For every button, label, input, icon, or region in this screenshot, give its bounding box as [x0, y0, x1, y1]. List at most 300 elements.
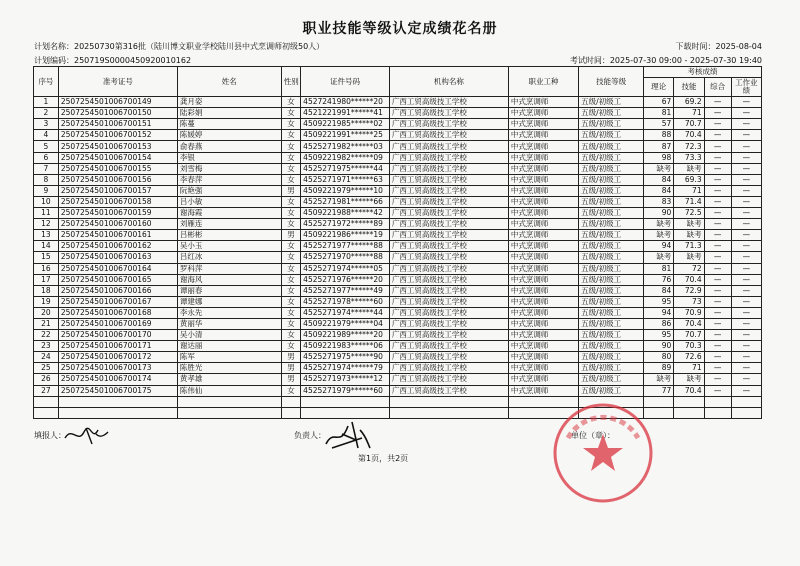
- header-score-group: 考核成绩: [644, 67, 762, 78]
- overall-cell: —: [704, 174, 731, 185]
- org-cell: 广西工贸高级技工学校: [389, 318, 508, 329]
- org-cell: 广西工贸高级技工学校: [389, 97, 508, 108]
- org-cell: 广西工贸高级技工学校: [389, 219, 508, 230]
- work-cell: —: [731, 141, 761, 152]
- job-cell: 中式烹调师: [508, 185, 578, 196]
- page-indicator: 第1页，共2页: [358, 454, 409, 463]
- seq-cell: 15: [34, 252, 59, 263]
- id-cell: 4525271974******44: [301, 307, 390, 318]
- org-cell: 广西工贸高级技工学校: [389, 285, 508, 296]
- exam-time: 考试时间：2025-07-30 09:00 - 2025-07-30 19:40: [569, 56, 762, 65]
- job-cell: 中式烹调师: [508, 363, 578, 374]
- seq-cell: 18: [34, 285, 59, 296]
- work-cell: —: [731, 119, 761, 130]
- id-cell: 4525271971******63: [301, 174, 390, 185]
- ticket-cell: 2507254501006700159: [58, 208, 177, 219]
- id-cell: 4509221979******10: [301, 185, 390, 196]
- table-row: [34, 296, 762, 307]
- id-cell: 4527241980******20: [301, 97, 390, 108]
- responsible-signature-icon: [322, 418, 372, 452]
- table-row: [34, 374, 762, 385]
- level-cell: 五级/初级工: [579, 97, 644, 108]
- skill-cell: 缺考: [674, 219, 704, 230]
- ticket-cell: 2507254501006700173: [58, 363, 177, 374]
- theory-cell: 94: [644, 307, 674, 318]
- gender-cell: 男: [281, 363, 300, 374]
- ticket-cell: 2507254501006700169: [58, 318, 177, 329]
- id-cell: 4525271975******44: [301, 163, 390, 174]
- org-cell: 广西工贸高级技工学校: [389, 141, 508, 152]
- skill-cell: 73: [674, 296, 704, 307]
- skill-cell: 69.2: [674, 97, 704, 108]
- ticket-cell: 2507254501006700163: [58, 252, 177, 263]
- overall-cell: —: [704, 274, 731, 285]
- work-cell: —: [731, 108, 761, 119]
- seq-cell: 14: [34, 241, 59, 252]
- overall-cell: —: [704, 285, 731, 296]
- id-cell: 4525271970******88: [301, 252, 390, 263]
- seq-cell: 23: [34, 341, 59, 352]
- header-job: 职业工种: [508, 67, 578, 97]
- id-cell: 4525271979******60: [301, 385, 390, 396]
- theory-cell: 84: [644, 174, 674, 185]
- skill-cell: 缺考: [674, 252, 704, 263]
- table-row: [34, 108, 762, 119]
- level-cell: 五级/初级工: [579, 119, 644, 130]
- gender-cell: 女: [281, 274, 300, 285]
- overall-cell: —: [704, 374, 731, 385]
- gender-cell: 女: [281, 252, 300, 263]
- job-cell: 中式烹调师: [508, 341, 578, 352]
- header-gender: 性别: [281, 67, 300, 97]
- theory-cell: 77: [644, 385, 674, 396]
- org-cell: 广西工贸高级技工学校: [389, 152, 508, 163]
- work-cell: —: [731, 163, 761, 174]
- header-org: 机构名称: [389, 67, 508, 97]
- name-cell: 谢海风: [177, 274, 281, 285]
- work-cell: —: [731, 296, 761, 307]
- gender-cell: 女: [281, 307, 300, 318]
- name-cell: 吕小敏: [177, 196, 281, 207]
- header-theory: 理论: [644, 78, 674, 97]
- work-cell: —: [731, 230, 761, 241]
- job-cell: 中式烹调师: [508, 141, 578, 152]
- overall-cell: —: [704, 363, 731, 374]
- skill-cell: 70.4: [674, 130, 704, 141]
- table-row: [34, 185, 762, 196]
- table-row: [34, 152, 762, 163]
- gender-cell: 女: [281, 385, 300, 396]
- work-cell: —: [731, 263, 761, 274]
- overall-cell: —: [704, 185, 731, 196]
- overall-cell: —: [704, 230, 731, 241]
- work-cell: —: [731, 208, 761, 219]
- org-cell: 广西工贸高级技工学校: [389, 185, 508, 196]
- plan-code: 计划编码：250719S0000450920010162: [34, 56, 192, 65]
- work-cell: —: [731, 130, 761, 141]
- name-cell: 刘雁连: [177, 219, 281, 230]
- theory-cell: 88: [644, 130, 674, 141]
- work-cell: —: [731, 185, 761, 196]
- gender-cell: 女: [281, 119, 300, 130]
- score-table: [33, 66, 762, 419]
- job-cell: 中式烹调师: [508, 208, 578, 219]
- table-row: [34, 241, 762, 252]
- id-cell: 4525271977******88: [301, 241, 390, 252]
- ticket-cell: 2507254501006700168: [58, 307, 177, 318]
- name-cell: 谢海霞: [177, 208, 281, 219]
- id-cell: 4525271982******03: [301, 141, 390, 152]
- theory-cell: 83: [644, 196, 674, 207]
- ticket-cell: 2507254501006700158: [58, 196, 177, 207]
- org-cell: 广西工贸高级技工学校: [389, 363, 508, 374]
- level-cell: 五级/初级工: [579, 219, 644, 230]
- header-level: 技能等级: [579, 67, 644, 97]
- ticket-cell: 2507254501006700155: [58, 163, 177, 174]
- header-overall: 综合: [704, 78, 731, 97]
- job-cell: 中式烹调师: [508, 352, 578, 363]
- work-cell: —: [731, 307, 761, 318]
- job-cell: 中式烹调师: [508, 285, 578, 296]
- overall-cell: —: [704, 307, 731, 318]
- overall-cell: —: [704, 385, 731, 396]
- skill-cell: 缺考: [674, 230, 704, 241]
- org-cell: 广西工贸高级技工学校: [389, 263, 508, 274]
- overall-cell: —: [704, 196, 731, 207]
- skill-cell: 70.3: [674, 341, 704, 352]
- level-cell: 五级/初级工: [579, 307, 644, 318]
- seq-cell: 20: [34, 307, 59, 318]
- org-cell: 广西工贸高级技工学校: [389, 208, 508, 219]
- theory-cell: 98: [644, 152, 674, 163]
- skill-cell: 缺考: [674, 163, 704, 174]
- skill-cell: 71: [674, 363, 704, 374]
- skill-cell: 71: [674, 108, 704, 119]
- name-cell: 阮艳强: [177, 185, 281, 196]
- plan-name: 计划名称：20250730第316批（陆川博文职业学校陆川县中式烹调师初级50人）: [34, 42, 325, 51]
- level-cell: 五级/初级工: [579, 341, 644, 352]
- work-cell: —: [731, 352, 761, 363]
- ticket-cell: 2507254501006700154: [58, 152, 177, 163]
- gender-cell: 女: [281, 108, 300, 119]
- theory-cell: 67: [644, 97, 674, 108]
- org-cell: 广西工贸高级技工学校: [389, 296, 508, 307]
- table-row: [34, 252, 762, 263]
- seq-cell: 16: [34, 263, 59, 274]
- org-cell: 广西工贸高级技工学校: [389, 130, 508, 141]
- skill-cell: 72.9: [674, 285, 704, 296]
- gender-cell: 男: [281, 230, 300, 241]
- name-cell: 吴小玉: [177, 241, 281, 252]
- overall-cell: —: [704, 119, 731, 130]
- id-cell: 4509221982******09: [301, 152, 390, 163]
- work-cell: —: [731, 174, 761, 185]
- skill-cell: 71.4: [674, 196, 704, 207]
- seq-cell: 4: [34, 130, 59, 141]
- seq-cell: 10: [34, 196, 59, 207]
- job-cell: 中式烹调师: [508, 163, 578, 174]
- theory-cell: 缺考: [644, 230, 674, 241]
- theory-cell: 86: [644, 318, 674, 329]
- seq-cell: 3: [34, 119, 59, 130]
- id-cell: 4525271972******89: [301, 219, 390, 230]
- theory-cell: 89: [644, 363, 674, 374]
- level-cell: 五级/初级工: [579, 296, 644, 307]
- name-cell: 陈媛婷: [177, 130, 281, 141]
- name-cell: 俞春燕: [177, 141, 281, 152]
- level-cell: 五级/初级工: [579, 374, 644, 385]
- gender-cell: 女: [281, 330, 300, 341]
- theory-cell: 缺考: [644, 374, 674, 385]
- id-cell: 4521221991******41: [301, 108, 390, 119]
- skill-cell: 72.5: [674, 208, 704, 219]
- theory-cell: 95: [644, 330, 674, 341]
- name-cell: 陈胜光: [177, 363, 281, 374]
- gender-cell: 女: [281, 174, 300, 185]
- id-cell: 4509221988******42: [301, 208, 390, 219]
- ticket-cell: 2507254501006700153: [58, 141, 177, 152]
- download-time: 下载时间：2025-08-04: [675, 42, 762, 51]
- org-cell: 广西工贸高级技工学校: [389, 174, 508, 185]
- org-cell: 广西工贸高级技工学校: [389, 341, 508, 352]
- ticket-cell: 2507254501006700165: [58, 274, 177, 285]
- theory-cell: 84: [644, 285, 674, 296]
- name-cell: 李银: [177, 152, 281, 163]
- name-cell: 黄孝雄: [177, 374, 281, 385]
- gender-cell: 女: [281, 219, 300, 230]
- ticket-cell: 2507254501006700162: [58, 241, 177, 252]
- ticket-cell: 2507254501006700161: [58, 230, 177, 241]
- ticket-cell: 2507254501006700174: [58, 374, 177, 385]
- skill-cell: 71.3: [674, 241, 704, 252]
- level-cell: 五级/初级工: [579, 163, 644, 174]
- overall-cell: —: [704, 152, 731, 163]
- gender-cell: 男: [281, 374, 300, 385]
- overall-cell: —: [704, 352, 731, 363]
- gender-cell: 男: [281, 185, 300, 196]
- id-cell: 4525271974******79: [301, 363, 390, 374]
- work-cell: —: [731, 252, 761, 263]
- seq-cell: 24: [34, 352, 59, 363]
- work-cell: —: [731, 318, 761, 329]
- work-cell: —: [731, 241, 761, 252]
- job-cell: 中式烹调师: [508, 330, 578, 341]
- job-cell: 中式烹调师: [508, 307, 578, 318]
- unit-stamp-label: 单位（章）：: [571, 431, 615, 440]
- table-row: [34, 219, 762, 230]
- work-cell: —: [731, 341, 761, 352]
- filler-signature-icon: [62, 424, 110, 446]
- overall-cell: —: [704, 97, 731, 108]
- job-cell: 中式烹调师: [508, 274, 578, 285]
- name-cell: 龚月姿: [177, 97, 281, 108]
- level-cell: 五级/初级工: [579, 274, 644, 285]
- header-work: 工作业绩: [731, 78, 761, 97]
- overall-cell: —: [704, 252, 731, 263]
- level-cell: 五级/初级工: [579, 230, 644, 241]
- seq-cell: 6: [34, 152, 59, 163]
- id-cell: 4509221983******06: [301, 341, 390, 352]
- gender-cell: 女: [281, 263, 300, 274]
- org-cell: 广西工贸高级技工学校: [389, 119, 508, 130]
- level-cell: 五级/初级工: [579, 174, 644, 185]
- skill-cell: 70.7: [674, 330, 704, 341]
- gender-cell: 女: [281, 341, 300, 352]
- job-cell: 中式烹调师: [508, 130, 578, 141]
- gender-cell: 女: [281, 152, 300, 163]
- name-cell: 陆彩娟: [177, 108, 281, 119]
- header-skill: 技能: [674, 78, 704, 97]
- id-cell: 4509221985******02: [301, 119, 390, 130]
- id-cell: 4525271973******12: [301, 374, 390, 385]
- job-cell: 中式烹调师: [508, 108, 578, 119]
- name-cell: 谢达丽: [177, 341, 281, 352]
- skill-cell: 72.3: [674, 141, 704, 152]
- table-row: [34, 341, 762, 352]
- seq-cell: 13: [34, 230, 59, 241]
- job-cell: 中式烹调师: [508, 152, 578, 163]
- seq-cell: 27: [34, 385, 59, 396]
- id-cell: 4509221979******04: [301, 318, 390, 329]
- document-title: 职业技能等级认定成绩花名册: [302, 21, 498, 37]
- ticket-cell: 2507254501006700170: [58, 330, 177, 341]
- overall-cell: —: [704, 296, 731, 307]
- level-cell: 五级/初级工: [579, 108, 644, 119]
- job-cell: 中式烹调师: [508, 374, 578, 385]
- skill-cell: 缺考: [674, 374, 704, 385]
- name-cell: 吴小清: [177, 330, 281, 341]
- job-cell: 中式烹调师: [508, 97, 578, 108]
- job-cell: 中式烹调师: [508, 219, 578, 230]
- theory-cell: 84: [644, 185, 674, 196]
- table-row: [34, 141, 762, 152]
- job-cell: 中式烹调师: [508, 296, 578, 307]
- gender-cell: 女: [281, 97, 300, 108]
- name-cell: 李永先: [177, 307, 281, 318]
- theory-cell: 缺考: [644, 252, 674, 263]
- seq-cell: 7: [34, 163, 59, 174]
- job-cell: 中式烹调师: [508, 230, 578, 241]
- table-row: [34, 307, 762, 318]
- gender-cell: 女: [281, 285, 300, 296]
- job-cell: 中式烹调师: [508, 252, 578, 263]
- seq-cell: 8: [34, 174, 59, 185]
- job-cell: 中式烹调师: [508, 318, 578, 329]
- seq-cell: 12: [34, 219, 59, 230]
- name-cell: 罗科萍: [177, 263, 281, 274]
- ticket-cell: 2507254501006700152: [58, 130, 177, 141]
- theory-cell: 81: [644, 108, 674, 119]
- name-cell: 黄丽华: [177, 318, 281, 329]
- seq-cell: 21: [34, 318, 59, 329]
- skill-cell: 73.3: [674, 152, 704, 163]
- level-cell: 五级/初级工: [579, 185, 644, 196]
- level-cell: 五级/初级工: [579, 152, 644, 163]
- header-name: 姓名: [177, 67, 281, 97]
- level-cell: 五级/初级工: [579, 263, 644, 274]
- seq-cell: 25: [34, 363, 59, 374]
- job-cell: 中式烹调师: [508, 174, 578, 185]
- id-cell: 4525271981******66: [301, 196, 390, 207]
- work-cell: —: [731, 363, 761, 374]
- skill-cell: 70.9: [674, 307, 704, 318]
- gender-cell: 男: [281, 352, 300, 363]
- table-row: [34, 352, 762, 363]
- org-cell: 广西工贸高级技工学校: [389, 252, 508, 263]
- org-cell: 广西工贸高级技工学校: [389, 385, 508, 396]
- skill-cell: 70.4: [674, 385, 704, 396]
- table-row: [34, 130, 762, 141]
- theory-cell: 缺考: [644, 163, 674, 174]
- seq-cell: 2: [34, 108, 59, 119]
- ticket-cell: 2507254501006700171: [58, 341, 177, 352]
- theory-cell: 87: [644, 141, 674, 152]
- theory-cell: 76: [644, 274, 674, 285]
- overall-cell: —: [704, 108, 731, 119]
- skill-cell: 70.7: [674, 119, 704, 130]
- theory-cell: 94: [644, 241, 674, 252]
- ticket-cell: 2507254501006700151: [58, 119, 177, 130]
- table-row: [34, 208, 762, 219]
- table-row: [34, 363, 762, 374]
- id-cell: 4525271977******49: [301, 285, 390, 296]
- name-cell: 吕红冰: [177, 252, 281, 263]
- ticket-cell: 2507254501006700167: [58, 296, 177, 307]
- table-row: [34, 174, 762, 185]
- theory-cell: 95: [644, 296, 674, 307]
- name-cell: 谭丽春: [177, 285, 281, 296]
- seq-cell: 9: [34, 185, 59, 196]
- level-cell: 五级/初级工: [579, 285, 644, 296]
- name-cell: 陈军: [177, 352, 281, 363]
- skill-cell: 70.4: [674, 274, 704, 285]
- ticket-cell: 2507254501006700172: [58, 352, 177, 363]
- table-row: [34, 230, 762, 241]
- theory-cell: 缺考: [644, 219, 674, 230]
- id-cell: 4525271976******20: [301, 274, 390, 285]
- overall-cell: —: [704, 241, 731, 252]
- seq-cell: 17: [34, 274, 59, 285]
- skill-cell: 72: [674, 263, 704, 274]
- job-cell: 中式烹调师: [508, 385, 578, 396]
- org-cell: 广西工贸高级技工学校: [389, 196, 508, 207]
- job-cell: 中式烹调师: [508, 241, 578, 252]
- level-cell: 五级/初级工: [579, 208, 644, 219]
- level-cell: 五级/初级工: [579, 252, 644, 263]
- org-cell: 广西工贸高级技工学校: [389, 374, 508, 385]
- theory-cell: 81: [644, 263, 674, 274]
- ticket-cell: 2507254501006700166: [58, 285, 177, 296]
- work-cell: —: [731, 285, 761, 296]
- gender-cell: 女: [281, 241, 300, 252]
- id-cell: 4509221991******25: [301, 130, 390, 141]
- work-cell: —: [731, 219, 761, 230]
- work-cell: —: [731, 196, 761, 207]
- theory-cell: 90: [644, 341, 674, 352]
- name-cell: 谭建娜: [177, 296, 281, 307]
- table-row: [34, 97, 762, 108]
- filler-label: 填报人：: [34, 431, 66, 440]
- ticket-cell: 2507254501006700149: [58, 97, 177, 108]
- gender-cell: 女: [281, 296, 300, 307]
- seq-cell: 5: [34, 141, 59, 152]
- level-cell: 五级/初级工: [579, 330, 644, 341]
- job-cell: 中式烹调师: [508, 119, 578, 130]
- table-row: [34, 274, 762, 285]
- org-cell: 广西工贸高级技工学校: [389, 108, 508, 119]
- ticket-cell: 2507254501006700164: [58, 263, 177, 274]
- work-cell: —: [731, 97, 761, 108]
